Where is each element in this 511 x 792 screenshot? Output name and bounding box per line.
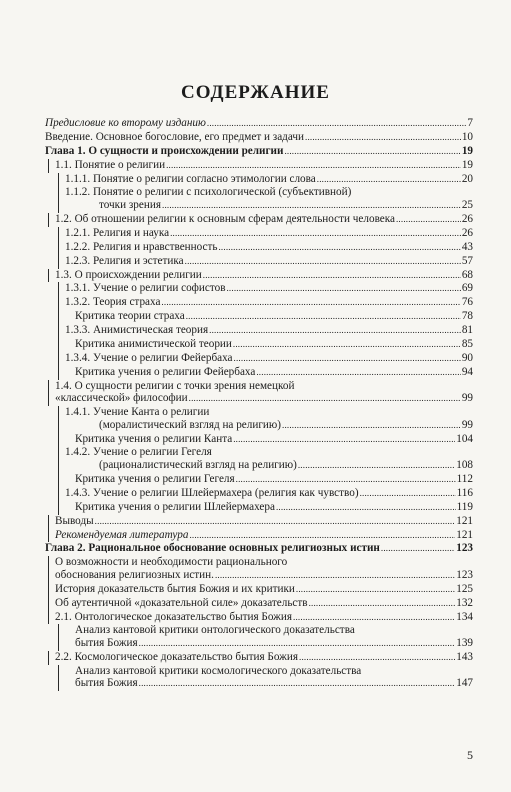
toc-entry-title: 1.1.2. Понятие о религии с психологической (субъективной) xyxy=(65,186,352,199)
indent-rule xyxy=(58,296,59,310)
toc-entry xyxy=(45,117,473,131)
toc-entry xyxy=(45,186,473,212)
toc-entry-title: 1.3. О происхождении религии xyxy=(55,268,202,281)
toc-entry xyxy=(45,473,473,487)
indent-rule xyxy=(58,241,59,255)
toc-entry xyxy=(45,651,473,665)
toc-entry xyxy=(45,515,473,529)
indent-rule xyxy=(58,173,59,187)
toc-entry-title: 1.2.1. Религия и наука xyxy=(65,226,170,239)
toc-entry-title: (моралистический взгляд на религию) xyxy=(99,418,281,431)
toc-entry xyxy=(45,556,473,582)
toc-entry-title: Глава 2. Рациональное обоснование основных религиозных истин xyxy=(45,542,380,555)
dot-leader xyxy=(256,366,460,379)
toc-entry xyxy=(45,213,473,227)
indent-rule xyxy=(48,269,49,283)
dot-leader xyxy=(381,542,455,555)
indent-rule xyxy=(48,651,49,665)
toc-entry xyxy=(45,406,473,432)
toc-entry-page: 121 xyxy=(456,514,473,527)
toc-entry-page: 19 xyxy=(461,158,473,171)
table-of-contents xyxy=(45,117,473,691)
indent-rule xyxy=(58,186,59,212)
toc-entry-page: 147 xyxy=(456,677,473,690)
toc-entry-page: 90 xyxy=(461,351,473,364)
toc-entry xyxy=(45,542,473,556)
toc-entry xyxy=(45,433,473,447)
toc-entry-title: 1.3.1. Учение о религии софистов xyxy=(65,282,226,295)
dot-leader xyxy=(95,515,456,528)
dot-leader xyxy=(139,677,456,690)
toc-entry xyxy=(45,173,473,187)
indent-rule xyxy=(48,611,49,625)
toc-entry-title: Критика учения о религии Шлейермахера xyxy=(75,500,275,513)
toc-entry xyxy=(45,241,473,255)
toc-entry xyxy=(45,338,473,352)
indent-rule xyxy=(58,227,59,241)
dot-leader xyxy=(161,296,460,309)
page-title: СОДЕРЖАНИЕ xyxy=(181,82,330,103)
toc-entry xyxy=(45,597,473,611)
toc-entry-title: Критика теории страха xyxy=(75,310,185,323)
toc-entry-title: (рационалистический взгляд на религию) xyxy=(99,459,297,472)
dot-leader xyxy=(233,433,455,446)
toc-entry xyxy=(45,501,473,515)
dot-leader xyxy=(186,310,461,323)
toc-entry-title: История доказательств бытия Божия и их критики xyxy=(55,582,295,595)
toc-entry-title: бытия Божия xyxy=(75,677,138,690)
toc-entry-page: 68 xyxy=(461,268,473,281)
toc-entry-page: 134 xyxy=(456,610,473,623)
toc-entry xyxy=(45,282,473,296)
toc-entry-page: 119 xyxy=(456,500,473,513)
toc-entry-page: 26 xyxy=(461,212,473,225)
toc-entry-title: Критика учения о религии Фейербаха xyxy=(75,365,256,378)
toc-entry-title: Об аутентичной «доказательной силе» доказательств xyxy=(55,596,308,609)
indent-rule xyxy=(58,282,59,296)
dot-leader xyxy=(139,637,456,650)
dot-leader xyxy=(215,569,455,582)
toc-entry xyxy=(45,583,473,597)
dot-leader xyxy=(282,419,461,432)
toc-entry xyxy=(45,296,473,310)
toc-entry xyxy=(45,380,473,406)
toc-entry-title: Анализ кантовой критики космологического доказательства xyxy=(75,664,362,677)
toc-entry-title: Рекомендуемая литература xyxy=(55,528,189,541)
indent-rule xyxy=(48,529,49,543)
toc-entry-page: 99 xyxy=(461,418,473,431)
toc-entry-page: 78 xyxy=(461,310,473,323)
indent-rule xyxy=(58,406,59,432)
toc-entry-page: 43 xyxy=(461,240,473,253)
toc-entry-title: 1.1. Понятие о религии xyxy=(55,158,166,171)
indent-rule xyxy=(58,665,59,691)
indent-rule xyxy=(48,159,49,173)
toc-entry-page: 99 xyxy=(461,392,473,405)
toc-entry-title: 1.2.2. Религия и нравственность xyxy=(65,240,218,253)
toc-entry-title: 1.3.4. Учение о религии Фейербаха xyxy=(65,351,233,364)
dot-leader xyxy=(209,324,461,337)
indent-rule xyxy=(58,624,59,650)
indent-rule xyxy=(58,501,59,515)
toc-entry-title: точки зрения xyxy=(99,199,161,212)
indent-rule xyxy=(58,338,59,352)
toc-entry-page: 123 xyxy=(456,568,473,581)
toc-entry xyxy=(45,131,473,145)
toc-entry xyxy=(45,352,473,366)
toc-entry-page: 69 xyxy=(461,282,473,295)
indent-rule xyxy=(58,433,59,447)
dot-leader xyxy=(236,473,456,486)
toc-entry-title: Предисловие ко второму изданию xyxy=(45,117,206,129)
dot-leader xyxy=(203,269,461,282)
dot-leader xyxy=(298,459,455,472)
toc-entry-title: О возможности и необходимости рационального xyxy=(55,556,288,569)
indent-rule xyxy=(58,324,59,338)
toc-entry-title: 1.1.1. Понятие о религии согласно этимологии слова xyxy=(65,172,316,185)
dot-leader xyxy=(296,583,455,596)
toc-entry-page: 7 xyxy=(467,117,473,129)
dot-leader xyxy=(189,392,461,405)
dot-leader xyxy=(233,338,461,351)
toc-entry xyxy=(45,269,473,283)
toc-entry-title: Критика учения о религии Гегеля xyxy=(75,472,235,485)
dot-leader xyxy=(305,131,461,144)
toc-entry-page: 125 xyxy=(456,582,473,595)
toc-entry-title: 1.3.3. Анимистическая теория xyxy=(65,324,209,337)
toc-entry-page: 94 xyxy=(461,365,473,378)
toc-entry-title: Глава 1. О сущности и происхождении религии xyxy=(45,144,284,157)
indent-rule xyxy=(58,255,59,269)
toc-entry-page: 116 xyxy=(456,486,473,499)
toc-entry-page: 10 xyxy=(461,130,473,143)
toc-entry xyxy=(45,324,473,338)
dot-leader xyxy=(396,213,461,226)
toc-entry xyxy=(45,255,473,269)
toc-entry-page: 76 xyxy=(461,296,473,309)
toc-entry-page: 85 xyxy=(461,337,473,350)
toc-entry-page: 112 xyxy=(456,472,473,485)
dot-leader xyxy=(284,145,460,158)
toc-entry-page: 81 xyxy=(461,324,473,337)
toc-entry-title: «классической» философии xyxy=(55,392,188,405)
toc-entry-title: 2.1. Онтологическое доказательство бытия Божия xyxy=(55,610,293,623)
toc-entry-title: Выводы xyxy=(55,514,94,527)
toc-entry-page: 132 xyxy=(456,596,473,609)
indent-rule xyxy=(58,310,59,324)
indent-rule xyxy=(48,515,49,529)
toc-entry-page: 26 xyxy=(461,226,473,239)
toc-entry-title: 1.3.2. Теория страха xyxy=(65,296,161,309)
indent-rule xyxy=(58,473,59,487)
dot-leader xyxy=(293,611,455,624)
toc-entry xyxy=(45,487,473,501)
toc-entry xyxy=(45,611,473,625)
dot-leader xyxy=(170,227,461,240)
toc-entry xyxy=(45,665,473,691)
toc-entry xyxy=(45,529,473,543)
toc-entry-title: 1.4.2. Учение о религии Гегеля xyxy=(65,446,212,459)
toc-entry-title: 1.4.3. Учение о религии Шлейермахера (религия как чувство) xyxy=(65,486,359,499)
toc-entry xyxy=(45,145,473,159)
indent-rule xyxy=(58,487,59,501)
toc-entry xyxy=(45,310,473,324)
toc-entry-page: 20 xyxy=(461,172,473,185)
toc-entry-page: 19 xyxy=(461,144,473,157)
dot-leader xyxy=(162,199,461,212)
dot-leader xyxy=(185,255,461,268)
dot-leader xyxy=(317,173,461,186)
toc-entry-page: 108 xyxy=(456,459,473,472)
toc-entry xyxy=(45,227,473,241)
indent-rule xyxy=(48,597,49,611)
toc-entry-title: обоснования религиозных истин. xyxy=(55,568,214,581)
dot-leader xyxy=(218,241,460,254)
toc-entry-page: 139 xyxy=(456,637,473,650)
toc-entry xyxy=(45,446,473,472)
indent-rule xyxy=(58,366,59,380)
dot-leader xyxy=(166,159,461,172)
dot-leader xyxy=(360,487,456,500)
toc-entry-title: Введение. Основное богословие, его предмет и задачи xyxy=(45,130,304,143)
toc-entry xyxy=(45,624,473,650)
toc-entry-title: Анализ кантовой критики онтологического доказательства xyxy=(75,624,355,637)
dot-leader xyxy=(189,529,455,542)
toc-entry-page: 123 xyxy=(456,542,473,555)
toc-entry-title: бытия Божия xyxy=(75,637,138,650)
indent-rule xyxy=(48,583,49,597)
toc-entry-title: 1.2. Об отношении религии к основным сферам деятельности человека xyxy=(55,212,395,225)
toc-entry-title: 1.2.3. Религия и эстетика xyxy=(65,254,184,267)
indent-rule xyxy=(48,380,49,406)
toc-entry-page: 121 xyxy=(456,528,473,541)
toc-entry-title: 2.2. Космологическое доказательство бытия Божия xyxy=(55,650,299,663)
dot-leader xyxy=(299,651,455,664)
toc-entry-page: 104 xyxy=(456,432,473,445)
toc-entry-title: 1.4. О сущности религии с точки зрения немецкой xyxy=(55,379,295,392)
page-number: 5 xyxy=(467,748,473,762)
indent-rule xyxy=(58,446,59,472)
toc-entry-page: 25 xyxy=(461,199,473,212)
toc-entry xyxy=(45,159,473,173)
dot-leader xyxy=(207,117,467,130)
toc-entry xyxy=(45,366,473,380)
toc-entry-title: Критика учения о религии Канта xyxy=(75,432,233,445)
indent-rule xyxy=(48,556,49,582)
indent-rule xyxy=(58,352,59,366)
toc-entry-page: 143 xyxy=(456,650,473,663)
indent-rule xyxy=(48,213,49,227)
toc-entry-page: 57 xyxy=(461,254,473,267)
dot-leader xyxy=(309,597,456,610)
toc-entry-title: 1.4.1. Учение Канта о религии xyxy=(65,406,210,419)
toc-entry-title: Критика анимистической теории xyxy=(75,337,232,350)
dot-leader xyxy=(276,501,456,514)
dot-leader xyxy=(234,352,461,365)
dot-leader xyxy=(226,282,460,295)
